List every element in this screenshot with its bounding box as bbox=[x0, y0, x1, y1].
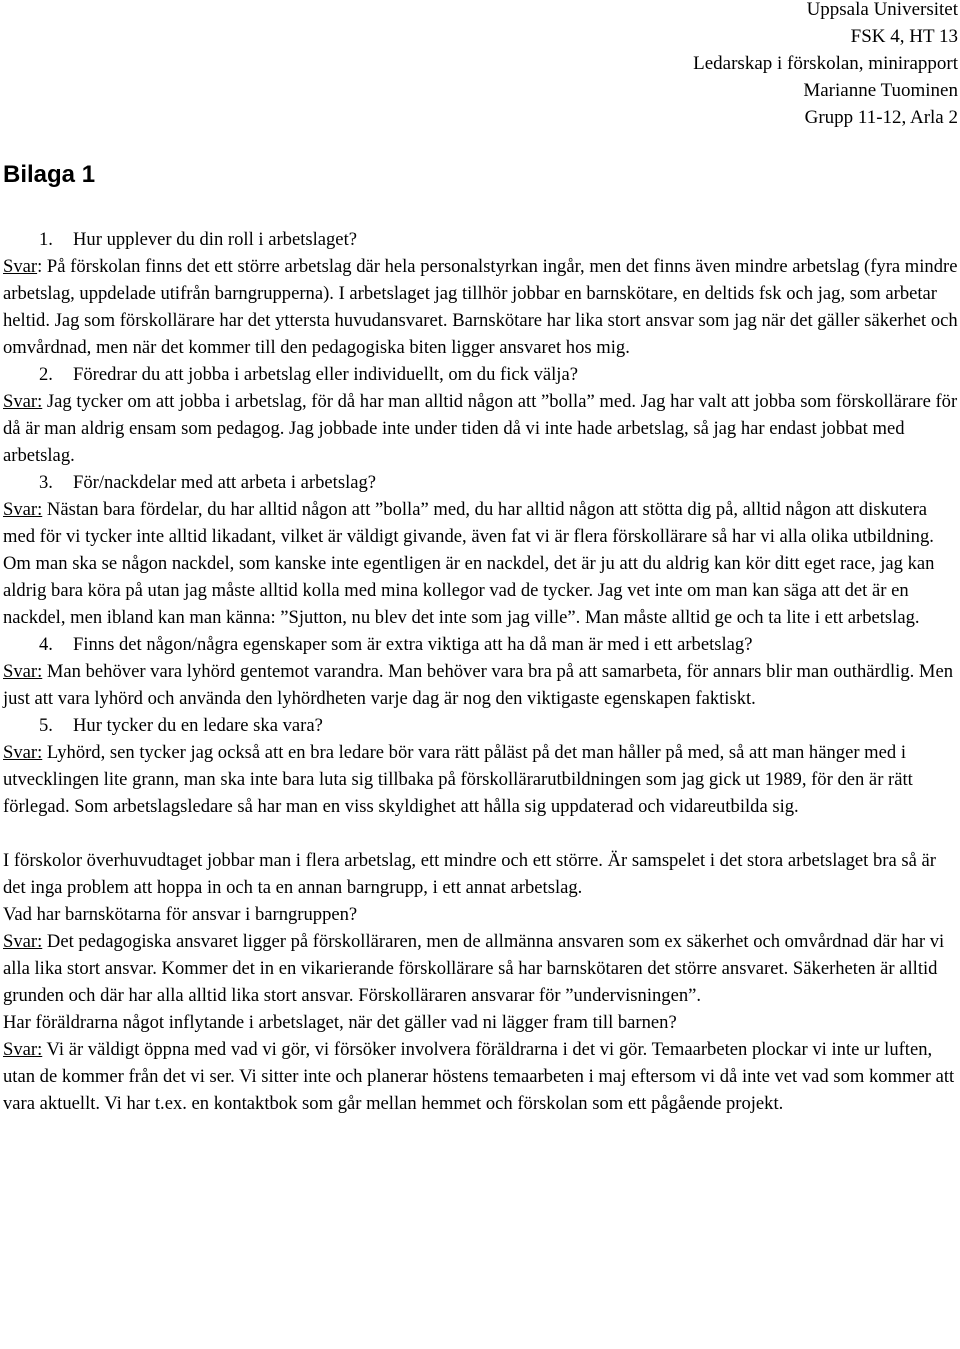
answer-3 bbox=[3, 496, 958, 631]
answer-label: Svar: bbox=[3, 931, 43, 952]
answer-label: Svar: bbox=[3, 742, 43, 763]
answer-2 bbox=[3, 388, 958, 469]
answer-label: Svar: bbox=[3, 391, 43, 412]
closing-paragraph: I förskolor överhuvudtaget jobbar man i flera arbetslag, ett mindre och ett större. Är samspelet i det stora arbetslaget bra så är det inga problem att hoppa in och ta en annan barngrupp, i ett annat arbetslag. bbox=[3, 850, 936, 898]
answer-text: : På förskolan finns det ett större arbetslag där hela personalstyrkan ingår, men det finns även mindre arbetslag (fyra mindre arbetslag, uppdelade utifrån barngrupperna). I arbetslaget jag tillhör jobbar en barnskötare, en deltids fsk och jag, som arbetar heltid. Jag som förskollärare har det yttersta huvudansvaret. Barnskötare har lika stort ansvar som jag när det gäller säkerhet och omvårdnad, men när det kommer till den pedagogiska biten ligger ansvaret hos mig. bbox=[3, 256, 958, 358]
page-title: Bilaga 1 bbox=[3, 161, 96, 188]
question-number: 4. bbox=[39, 634, 53, 655]
document-body bbox=[3, 226, 958, 1117]
header-group: Grupp 11-12, Arla 2 bbox=[804, 107, 958, 128]
question-number: 1. bbox=[39, 229, 53, 250]
followup-question-2: Har föräldrarna något inflytande i arbetslaget, när det gäller vad ni lägger fram till barnen? bbox=[3, 1012, 677, 1033]
question-number: 5. bbox=[39, 715, 53, 736]
answer-text: Det pedagogiska ansvaret ligger på förskolläraren, men de allmänna ansvaren som ex säkerhet och omvårdnad där har vi alla lika stort ansvar. Kommer det in en vikarierande förskollärare så har barnskötaren det större ansvaret. Säkerheten är alltid grunden och där har alla alltid lika stort ansvar. Förskolläraren ansvarar för ”undervisningen”. bbox=[3, 931, 945, 1006]
answer-label: Svar bbox=[3, 256, 38, 277]
question-number: 2. bbox=[39, 364, 53, 385]
document-header bbox=[693, 0, 958, 131]
question-2 bbox=[3, 361, 958, 388]
header-report-title: Ledarskap i förskolan, minirapport bbox=[693, 53, 958, 74]
header-university: Uppsala Universitet bbox=[806, 0, 958, 20]
followup-question-1: Vad har barnskötarna för ansvar i barngruppen? bbox=[3, 904, 358, 925]
answer-label: Svar: bbox=[3, 499, 43, 520]
question-1 bbox=[3, 226, 958, 253]
question-3 bbox=[3, 469, 958, 496]
answer-4 bbox=[3, 658, 958, 712]
answer-5 bbox=[3, 739, 958, 820]
answer-text: Nästan bara fördelar, du har alltid någon att ”bolla” med, du har alltid någon att stötta dig på, alltid någon att diskutera med för vi tycker inte alltid likadant, vilket är väldigt givande, även fat vi är flera förskollärare så har vi alla olika utbildning. Om man ska se någon nackdel, som kanske inte egentligen är en nackdel, det är ju att du aldrig kan kör ditt eget race, jag kan aldrig bara köra på utan jag måste alltid kolla med mina kollegor vad de tycker. Jag vet inte om man kan säga att det är en nackdel, men ibland kan man känna: ”Sjutton, nu blev det inte som jag ville”. Man måste alltid ge och ta lite i ett arbetslag. bbox=[3, 499, 935, 628]
answer-text: Man behöver vara lyhörd gentemot varandra. Man behöver vara bra på att samarbeta, för annars blir man outhärdlig. Men just att vara lyhörd och använda den lyhördheten varje dag är nog den viktigaste egenskapen faktiskt. bbox=[3, 661, 953, 709]
paragraph-spacer bbox=[3, 820, 958, 847]
question-text: Hur tycker du en ledare ska vara? bbox=[73, 715, 323, 736]
question-text: Föredrar du att jobba i arbetslag eller individuellt, om du fick välja? bbox=[73, 364, 578, 385]
followup-answer-2 bbox=[3, 1036, 958, 1117]
answer-text: Vi är väldigt öppna med vad vi gör, vi försöker involvera föräldrarna i det vi gör. Temaarbeten plockar vi inte ur luften, utan de kommer från det vi ser. Vi sitter inte och planerar höstens temaarbeten i maj eftersom vi då inte vet vad som kommer att vara aktuellt. Vi har t.ex. en kontaktbok som går mellan hemmet och förskolan som ett pågående projekt. bbox=[3, 1039, 955, 1114]
question-4 bbox=[3, 631, 958, 658]
followup-answer-1 bbox=[3, 928, 958, 1009]
question-text: För/nackdelar med att arbeta i arbetslag? bbox=[73, 472, 377, 493]
question-5 bbox=[3, 712, 958, 739]
question-number: 3. bbox=[39, 472, 53, 493]
header-course: FSK 4, HT 13 bbox=[850, 26, 958, 47]
question-text: Finns det någon/några egenskaper som är extra viktiga att ha då man är med i ett arbetslag? bbox=[73, 634, 753, 655]
answer-1 bbox=[3, 253, 958, 361]
header-author: Marianne Tuominen bbox=[803, 80, 958, 101]
answer-label: Svar: bbox=[3, 661, 43, 682]
answer-text: Lyhörd, sen tycker jag också att en bra ledare bör vara rätt påläst på det man håller på med, så att man hänger med i utvecklingen lite grann, man ska inte bara luta sig tillbaka på förskollärarutbildningen som jag gick ut 1989, för den är rätt förlegad. Som arbetslagsledare så har man en viss skyldighet att hålla sig uppdaterad och vidareutbilda sig. bbox=[3, 742, 913, 817]
answer-label: Svar: bbox=[3, 1039, 43, 1060]
question-text: Hur upplever du din roll i arbetslaget? bbox=[73, 229, 357, 250]
answer-text: Jag tycker om att jobba i arbetslag, för då har man alltid någon att ”bolla” med. Jag har valt att jobba som förskollärare för då är man aldrig ensam som pedagog. Jag jobbade inte under tiden då vi inte hade arbetslag, så jag har endast jobbat med arbetslag. bbox=[3, 391, 958, 466]
